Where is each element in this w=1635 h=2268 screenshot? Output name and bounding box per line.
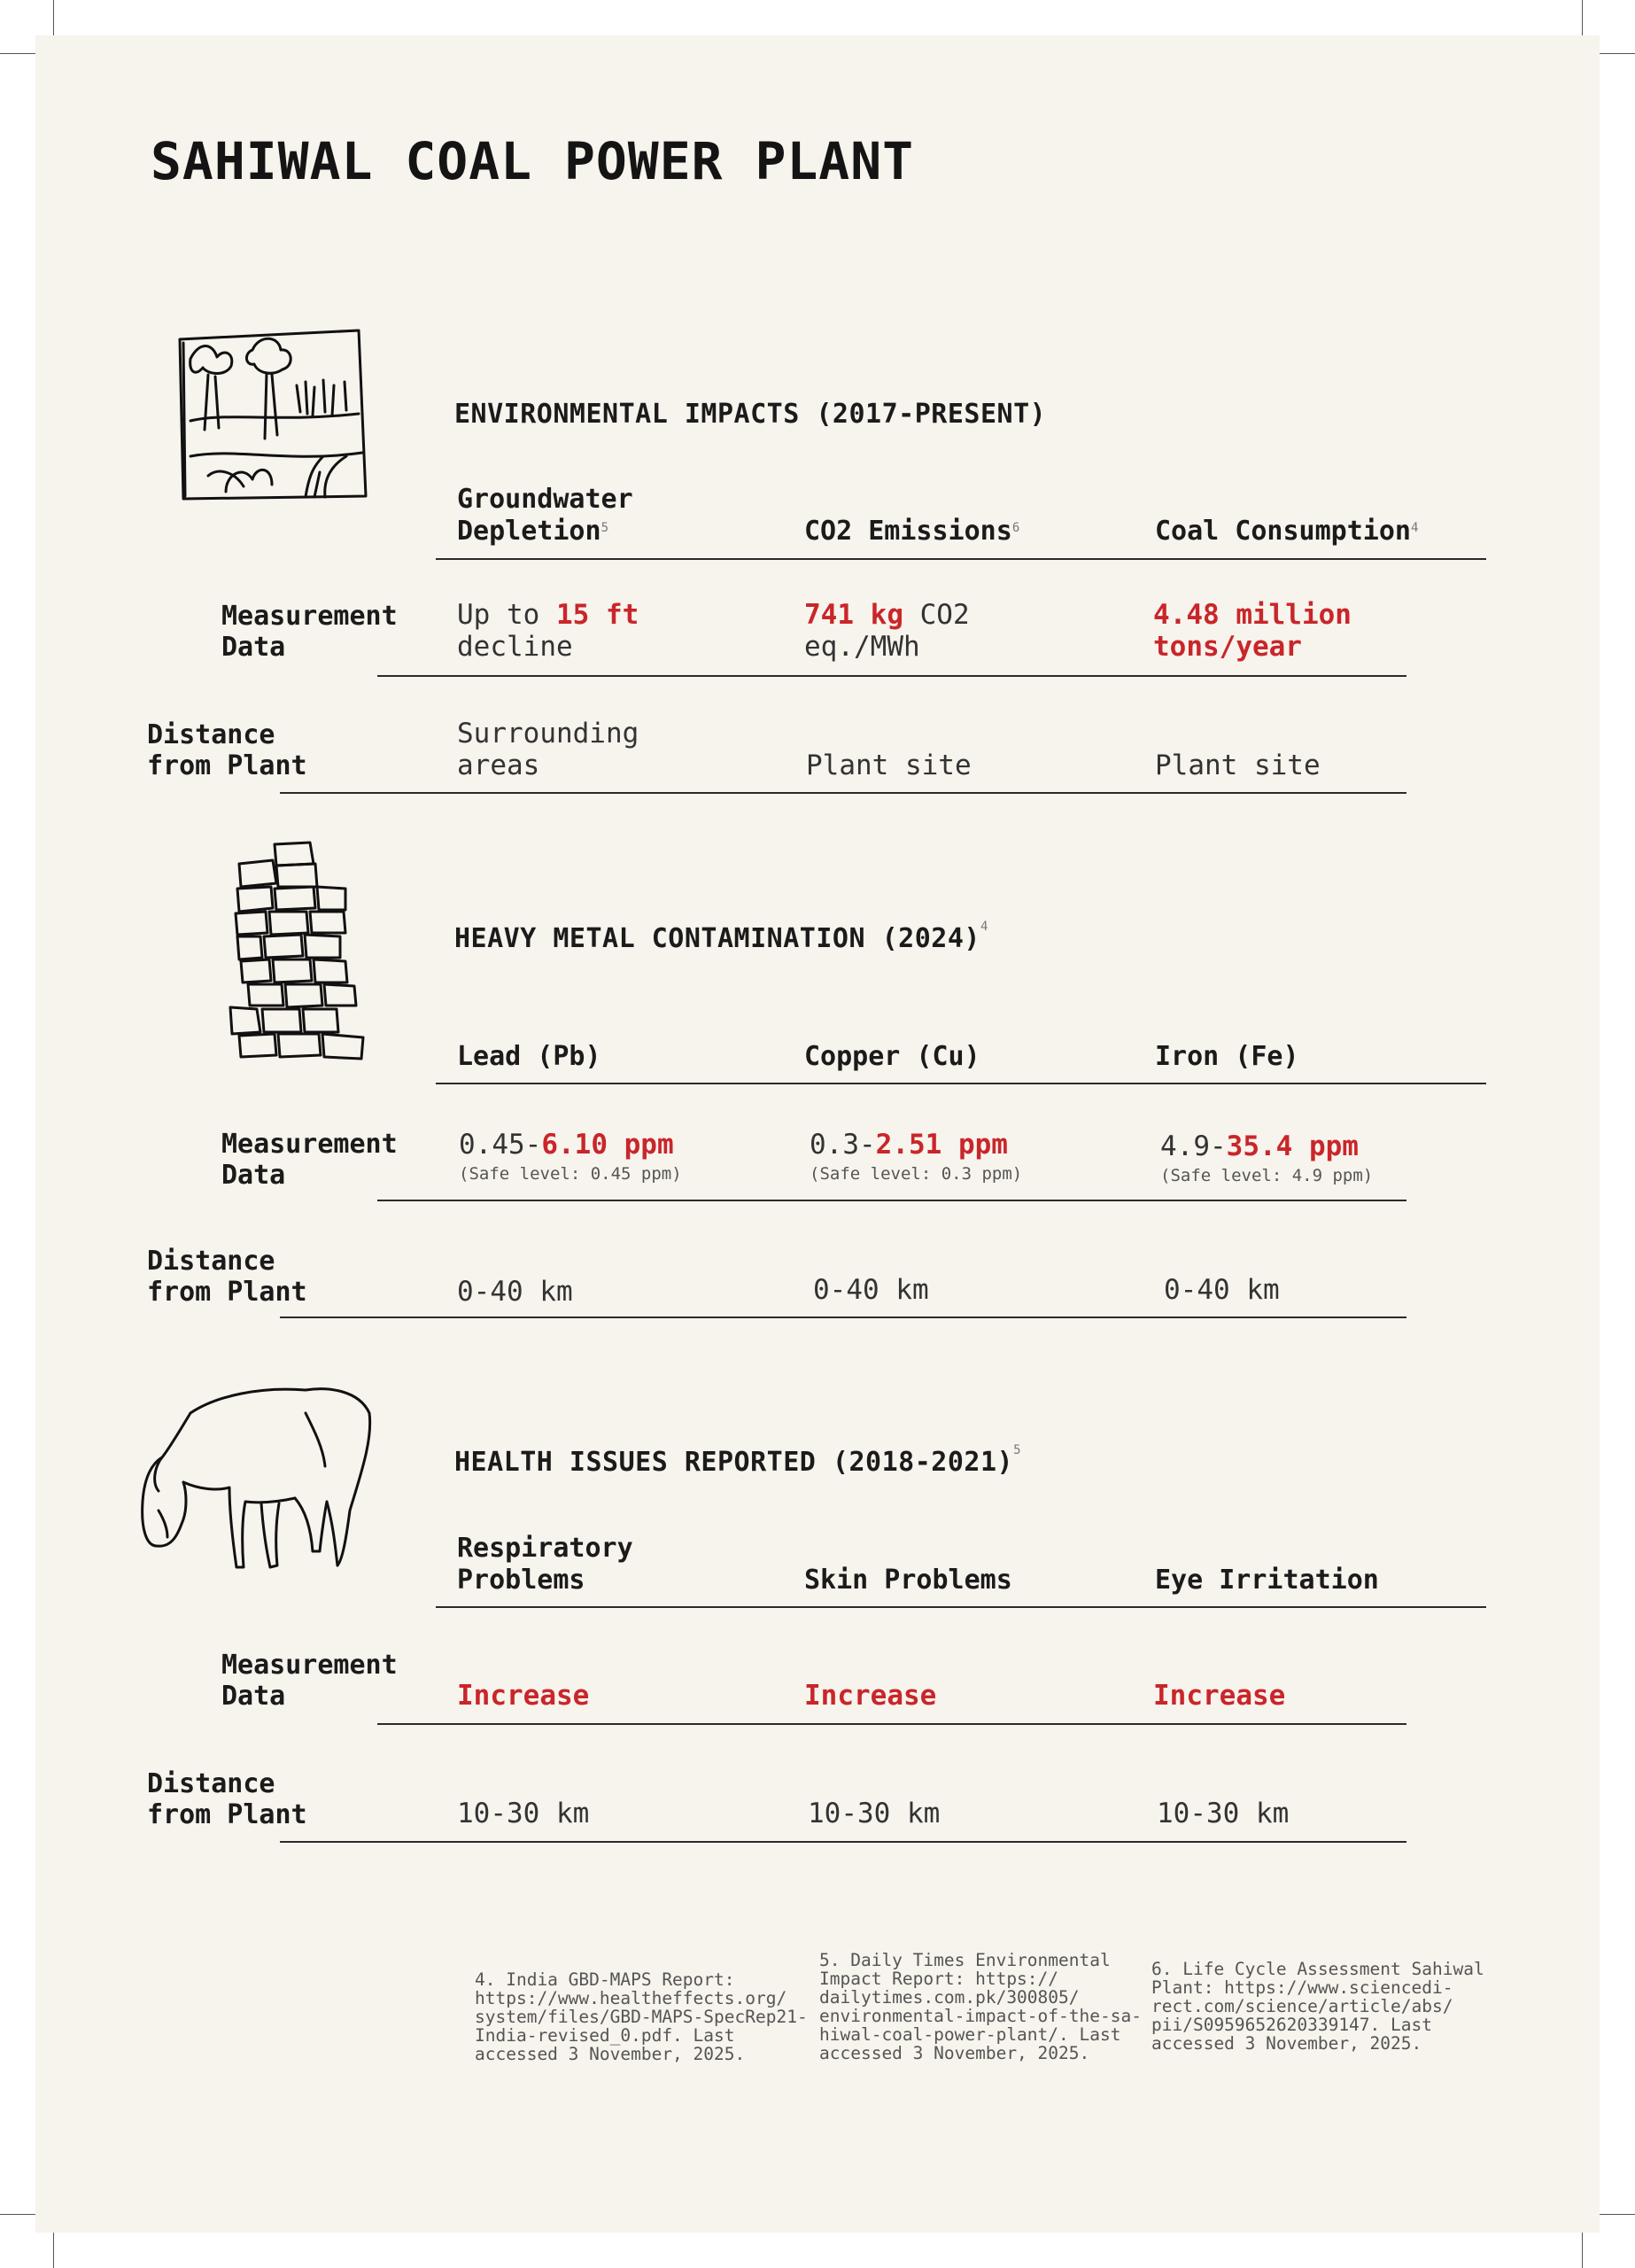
safe-level-note: (Safe level: 0.45 ppm) [459, 1164, 682, 1184]
column-header-lead [457, 1041, 794, 1073]
measurement-row-label: Measurement Data [221, 1650, 398, 1712]
section-ref: 4 [980, 920, 988, 934]
distance-row-label: Distance from Plant [147, 1768, 307, 1830]
value-highlight: 4.48 million tons/year [1153, 599, 1352, 663]
value-suffix: CO2 eq./MWh [804, 599, 970, 663]
value-prefix: 0.45- [459, 1129, 542, 1161]
column-header-label: Respiratory Problems [457, 1533, 633, 1596]
value-highlight: 2.51 ppm [875, 1129, 1008, 1161]
crop-mark [53, 0, 54, 35]
measurement-cell [804, 599, 1141, 663]
section-title-text: HEALTH ISSUES REPORTED (2018-2021) [454, 1447, 1014, 1478]
column-header-label: Skin Problems [804, 1565, 1012, 1596]
column-header-label: Iron (Fe) [1155, 1041, 1299, 1072]
column-header-groundwater [457, 484, 794, 548]
section-title [454, 399, 1046, 430]
section-ref: 5 [1013, 1443, 1022, 1457]
distance-cell: Plant site [806, 750, 972, 781]
column-header-coal [1155, 516, 1492, 548]
measurement-cell [1153, 1680, 1490, 1712]
section-title-text: ENVIRONMENTAL IMPACTS (2017-PRESENT) [454, 399, 1047, 430]
distance-cell: 0-40 km [813, 1274, 929, 1306]
distance-cell: 0-40 km [1164, 1274, 1280, 1306]
value-highlight: 6.10 ppm [541, 1129, 674, 1161]
column-header-co2 [804, 516, 1141, 548]
value-highlight: 15 ft [555, 599, 639, 631]
crop-mark [53, 2233, 54, 2268]
brick-stack-sketch-icon [221, 837, 376, 1068]
distance-row-label: Distance from Plant [147, 1246, 307, 1308]
column-header-label: Copper (Cu) [804, 1041, 980, 1072]
value-highlight: 741 kg [804, 599, 903, 631]
measurement-cell [1153, 599, 1490, 663]
column-ref: 6 [1011, 521, 1020, 535]
column-header-label: Coal Consumption [1155, 516, 1411, 547]
section-title-text: HEAVY METAL CONTAMINATION (2024) [454, 923, 980, 954]
distance-divider [280, 1317, 1406, 1318]
value-highlight: Increase [1153, 1680, 1286, 1712]
distance-divider [280, 1841, 1406, 1843]
page-title: SAHIWAL COAL POWER PLANT [151, 131, 915, 191]
measurement-row-label: Measurement Data [221, 601, 398, 663]
column-header-copper [804, 1041, 1141, 1073]
safe-level-note: (Safe level: 4.9 ppm) [1160, 1166, 1374, 1185]
column-header-label: Lead (Pb) [457, 1041, 601, 1072]
measurement-divider [377, 675, 1406, 677]
value-prefix: 4.9- [1160, 1130, 1227, 1162]
crop-mark [0, 2214, 35, 2215]
crop-mark [1582, 2233, 1583, 2268]
column-header-skin [804, 1565, 1141, 1596]
landscape-sketch-icon [173, 323, 376, 505]
value-suffix: decline [457, 631, 573, 663]
distance-cell: 10-30 km [808, 1798, 941, 1829]
value-highlight: Increase [804, 1680, 937, 1712]
measurement-cell [457, 1680, 794, 1712]
measurement-row-label: Measurement Data [221, 1129, 398, 1191]
crop-mark [1582, 0, 1583, 35]
column-header-label: Groundwater Depletion [457, 484, 633, 547]
column-ref: 4 [1410, 521, 1419, 535]
reference-note: 5. Daily Times Environmental Impact Report: https:// dailytimes.com.pk/300805/ environmental-impact-of-the-sa- hiwal-coal-power-plant/. Last accessed 3 November, 2025. [819, 1950, 1142, 2063]
column-header-label: Eye Irritation [1155, 1565, 1379, 1596]
distance-cell: Plant site [1155, 750, 1321, 781]
measurement-cell [810, 1129, 1146, 1187]
header-divider [436, 1083, 1486, 1084]
reference-note: 4. India GBD-MAPS Report: https://www.healtheffects.org/ system/files/GBD-MAPS-SpecRep21- India-revised_0.pdf. Last accessed 3 November, 2025. [475, 1969, 808, 2064]
column-header-eye [1155, 1565, 1492, 1596]
measurement-cell [1160, 1130, 1497, 1189]
measurement-cell [457, 599, 794, 663]
distance-divider [280, 792, 1406, 794]
measurement-divider [377, 1200, 1406, 1201]
grazing-cow-sketch-icon [137, 1378, 376, 1577]
header-divider [436, 1606, 1486, 1608]
safe-level-note: (Safe level: 0.3 ppm) [810, 1164, 1023, 1184]
header-divider [436, 558, 1486, 560]
measurement-cell [459, 1129, 795, 1187]
distance-row-label: Distance from Plant [147, 719, 307, 781]
crop-mark [0, 53, 35, 54]
column-ref: 5 [601, 521, 608, 535]
distance-cell: 10-30 km [1157, 1798, 1290, 1829]
value-prefix: 0.3- [810, 1129, 876, 1161]
measurement-cell [804, 1680, 1141, 1712]
section-title [454, 920, 988, 954]
value-prefix: Up to [457, 599, 556, 631]
value-highlight: 35.4 ppm [1226, 1130, 1359, 1162]
value-highlight: Increase [457, 1680, 590, 1712]
crop-mark [1600, 2214, 1635, 2215]
column-header-label: CO2 Emissions [804, 516, 1012, 547]
measurement-divider [377, 1723, 1406, 1725]
distance-cell: 0-40 km [457, 1276, 573, 1308]
section-title [454, 1443, 1022, 1478]
crop-mark [1600, 53, 1635, 54]
reference-note: 6. Life Cycle Assessment Sahiwal Plant: https://www.sciencedi- rect.com/science/article/abs/ pii/S0959652620339147. Last accessed 3 November, 2025. [1151, 1959, 1484, 2054]
distance-cell: 10-30 km [457, 1798, 590, 1829]
column-header-iron [1155, 1041, 1492, 1073]
distance-cell: Surrounding areas [457, 718, 639, 781]
column-header-respiratory [457, 1533, 794, 1596]
